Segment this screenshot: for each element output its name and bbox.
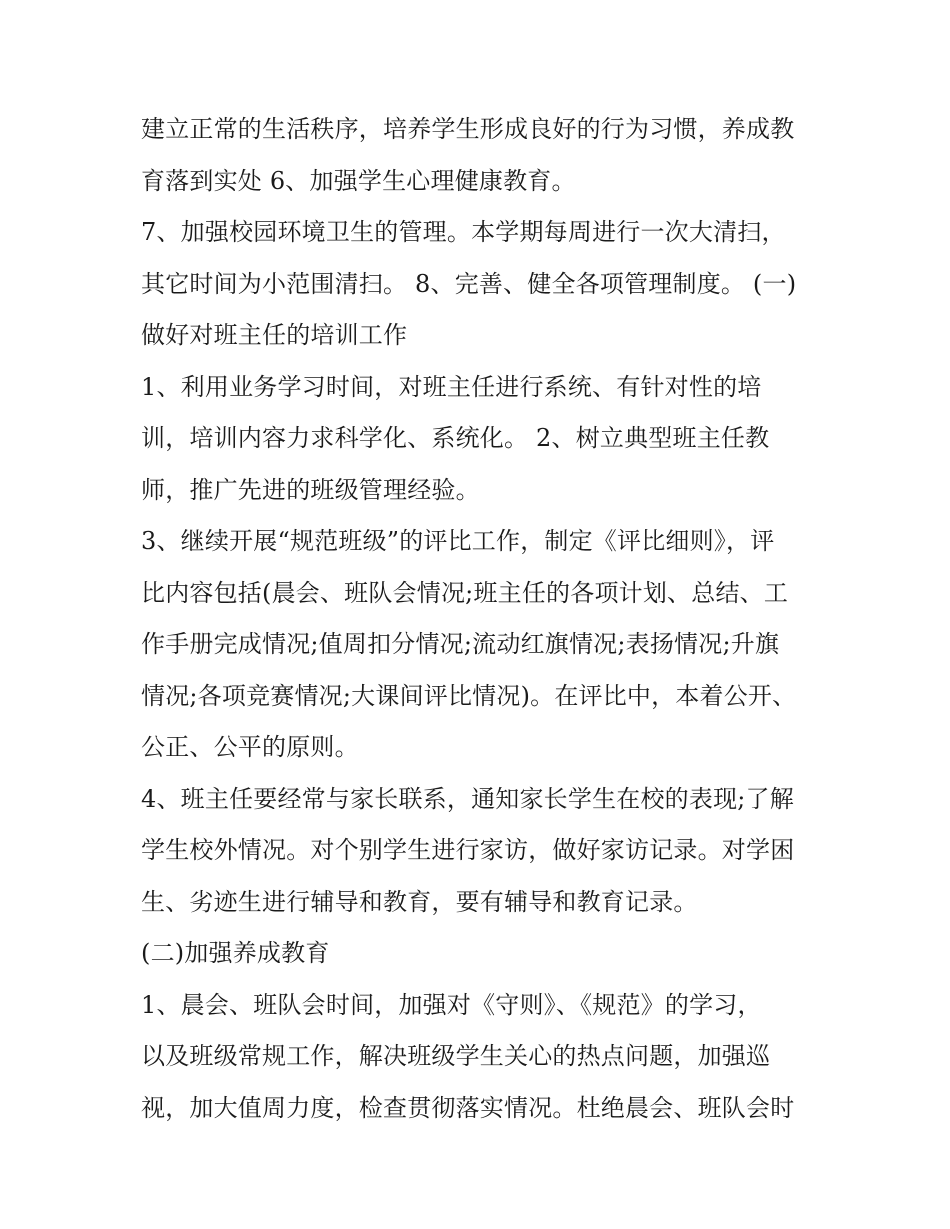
text-line: 公正、公平的原则。 xyxy=(141,733,359,761)
text-line: 学生校外情况。对个别学生进行家访，做好家访记录。对学困 xyxy=(141,836,795,864)
text-line: 3、继续开展“规范班级”的评比工作，制定《评比细则》，评 xyxy=(141,527,775,555)
text-line: 建立正常的生活秩序，培养学生形成良好的行为习惯，养成教 xyxy=(141,115,795,143)
text-line: 训，培训内容力求科学化、系统化。 2、树立典型班主任教 xyxy=(141,424,770,452)
text-line: 7、加强校园环境卫生的管理。本学期每周进行一次大清扫， xyxy=(141,218,786,246)
text-line: 育落到实处 6、加强学生心理健康教育。 xyxy=(141,166,576,195)
text-line: 4、班主任要经常与家长联系，通知家长学生在校的表现;了解 xyxy=(141,784,794,813)
text-line: 比内容包括(晨会、班队会情况;班主任的各项计划、总结、工 xyxy=(141,578,789,607)
text-line: 情况;各项竞赛情况;大课间评比情况)。在评比中，本着公开、 xyxy=(141,681,797,710)
document-body xyxy=(141,104,831,1134)
text-line: (二)加强养成教育 xyxy=(141,939,330,967)
text-line: 视，加大值周力度，检查贯彻落实情况。杜绝晨会、班队会时 xyxy=(141,1093,795,1122)
text-line: 做好对班主任的培训工作 xyxy=(141,321,408,349)
text-line: 1、利用业务学习时间，对班主任进行系统、有针对性的培 xyxy=(141,372,762,401)
text-line: 以及班级常规工作，解决班级学生关心的热点问题，加强巡 xyxy=(141,1042,771,1070)
text-line: 作手册完成情况;值周扣分情况;流动红旗情况;表扬情况;升旗 xyxy=(141,630,780,658)
text-line: 其它时间为小范围清扫。 8、完善、健全各项管理制度。 (一) xyxy=(141,269,797,298)
text-line: 师，推广先进的班级管理经验。 xyxy=(141,475,480,504)
text-line: 1、晨会、班队会时间，加强对《守则》、《规范》的学习， xyxy=(141,990,762,1019)
text-line: 生、劣迹生进行辅导和教育，要有辅导和教育记录。 xyxy=(141,887,698,916)
